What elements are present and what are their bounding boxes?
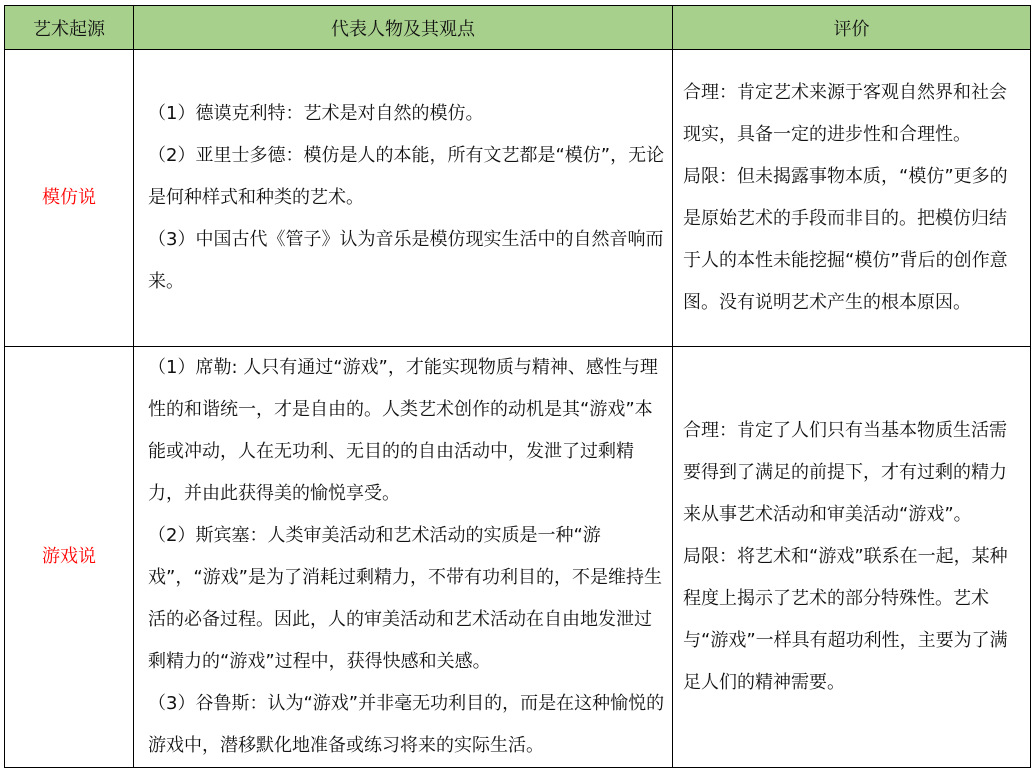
- view-paragraph: （2）斯宾塞：人类审美活动和艺术活动的实质是一种“游戏”，“游戏”是为了消耗过剩精力，不带有功利目的，不是维持生活的必备过程。因此，人的审美活动和艺术活动在自由地发泄过剩精力的“游戏”过程中，获得快感和关感。: [148, 525, 662, 672]
- view-paragraph: （3）谷鲁斯：认为“游戏”并非毫无功利目的，而是在这种愉悦的游戏中，潜移默化地准备或练习将来的实际生活。: [148, 693, 665, 756]
- origin-cell: 游戏说: [5, 347, 134, 768]
- evaluation-paragraph: 局限：但未揭露事物本质，“模仿”更多的是原始艺术的手段而非目的。把模仿归结于人的本性未能挖掘“模仿”背后的创作意图。没有说明艺术产生的根本原因。: [683, 166, 1008, 313]
- header-views: 代表人物及其观点: [134, 6, 673, 50]
- origin-cell: 模仿说: [5, 50, 134, 347]
- evaluation-paragraph: 局限：将艺术和“游戏”联系在一起，某种程度上揭示了艺术的部分特殊性。艺术与“游戏”一样具有超功利性，主要为了满足人们的精神需要。: [683, 546, 1008, 693]
- table-row: [5, 347, 1031, 768]
- comparison-table: [4, 5, 1031, 768]
- views-cell: [134, 50, 673, 347]
- header-row: [5, 6, 1031, 50]
- evaluation-paragraph: 合理：肯定了人们只有当基本物质生活需要得到了满足的前提下，才有过剩的精力来从事艺术活动和审美活动“游戏”。: [683, 420, 1007, 525]
- header-origin: 艺术起源: [5, 6, 134, 50]
- views-cell: [134, 347, 673, 768]
- header-evaluation: 评价: [673, 6, 1031, 50]
- view-paragraph: （1）德谟克利特：艺术是对自然的模仿。: [148, 103, 484, 124]
- view-paragraph: （3）中国古代《管子》认为音乐是模仿现实生活中的自然音响而来。: [148, 229, 664, 292]
- evaluation-cell: [673, 50, 1031, 347]
- view-paragraph: （1）席勒: 人只有通过“游戏”，才能实现物质与精神、感性与理性的和谐统一，才是自由的。人类艺术创作的动机是其“游戏”本能或冲动，人在无功利、无目的的自由活动中，发泄了过剩精力，并由此获得美的愉悦享受。: [148, 357, 658, 504]
- evaluation-paragraph: 合理：肯定艺术来源于客观自然界和社会现实，具备一定的进步性和合理性。: [683, 82, 1007, 145]
- view-paragraph: （2）亚里士多德：模仿是人的本能，所有文艺都是“模仿”，无论是何种样式和种类的艺术。: [148, 145, 665, 208]
- table-row: [5, 50, 1031, 347]
- evaluation-cell: [673, 347, 1031, 768]
